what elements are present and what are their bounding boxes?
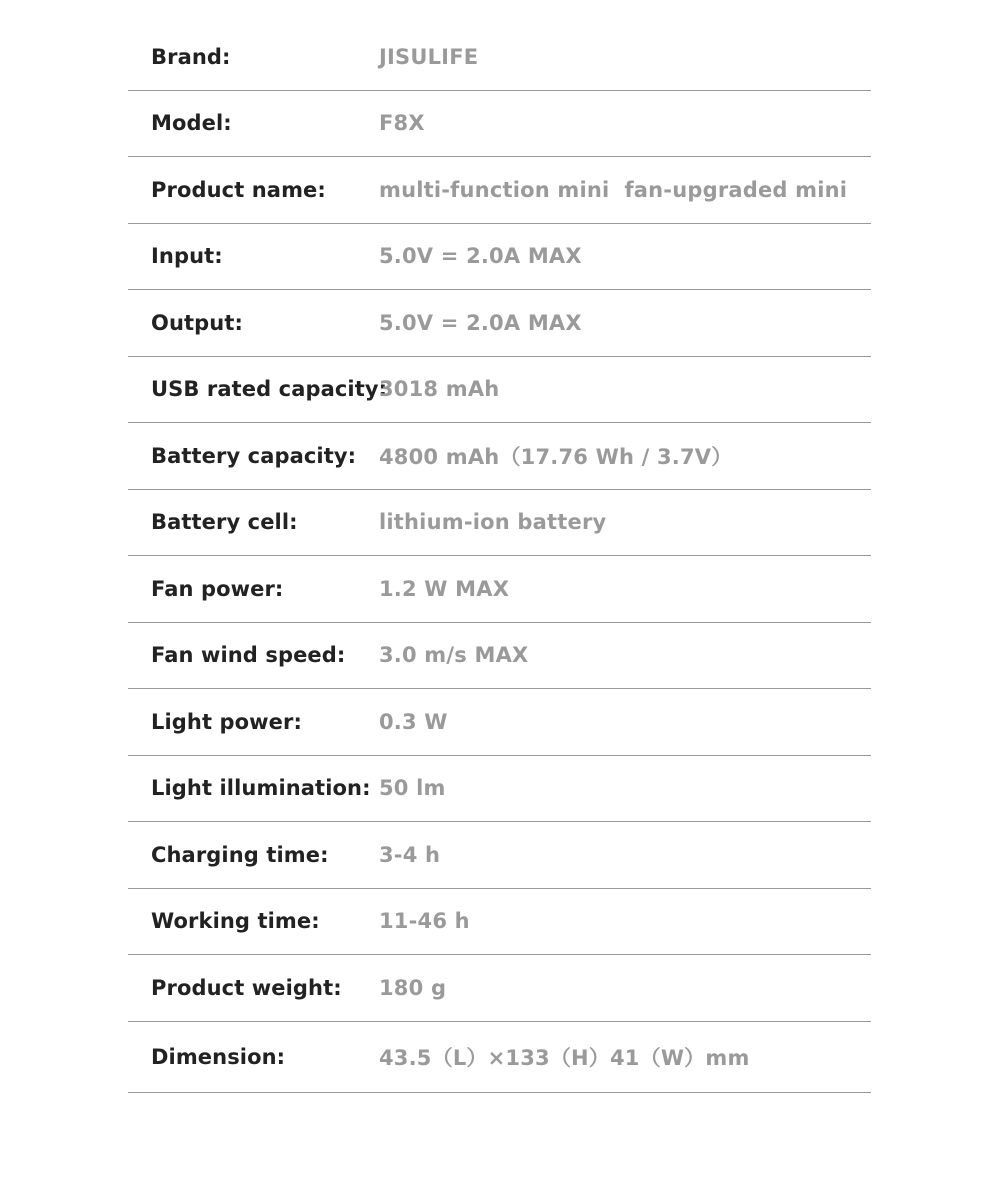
spec-value: 5.0V = 2.0A MAX: [379, 244, 582, 269]
spec-row-input: [128, 224, 871, 291]
spec-row-usb-rated-capacity: [128, 357, 871, 424]
spec-table: [128, 24, 871, 1093]
spec-value: 0.3 W: [379, 709, 448, 734]
spec-row-brand: [128, 24, 871, 91]
spec-label: Fan wind speed:: [151, 643, 346, 668]
spec-row-battery-cell: [128, 490, 871, 557]
spec-label: Battery capacity:: [151, 443, 357, 468]
spec-label: Dimension:: [151, 1044, 286, 1069]
spec-row-dimension: [128, 1022, 871, 1093]
spec-value: 50 lm: [379, 776, 446, 801]
spec-row-working-time: [128, 889, 871, 956]
spec-value: 5.0V = 2.0A MAX: [379, 310, 582, 335]
spec-value: 43.5（L）×133（H）41（W）mm: [379, 1045, 750, 1070]
spec-value: 3018 mAh: [379, 377, 500, 402]
spec-row-product-name: [128, 157, 871, 224]
spec-value: 3.0 m/s MAX: [379, 643, 529, 668]
spec-label: Model:: [151, 111, 232, 136]
spec-label: Brand:: [151, 44, 231, 69]
spec-label: Charging time:: [151, 842, 329, 867]
spec-label: Fan power:: [151, 576, 284, 601]
spec-label: Output:: [151, 310, 243, 335]
spec-value: 180 g: [379, 975, 447, 1000]
spec-value: lithium-ion battery: [379, 510, 607, 535]
spec-value: 11-46 h: [379, 909, 470, 934]
spec-row-model: [128, 91, 871, 158]
spec-label: Input:: [151, 244, 223, 269]
spec-label: USB rated capacity:: [151, 377, 388, 402]
spec-row-light-power: [128, 689, 871, 756]
spec-value: multi-function mini fan-upgraded mini: [379, 177, 848, 202]
spec-label: Working time:: [151, 909, 320, 934]
spec-row-output: [128, 290, 871, 357]
spec-row-light-illumination: [128, 756, 871, 823]
spec-value: 4800 mAh（17.76 Wh / 3.7V）: [379, 444, 733, 469]
spec-label: Light power:: [151, 709, 302, 734]
spec-row-product-weight: [128, 955, 871, 1022]
spec-label: Battery cell:: [151, 510, 298, 535]
spec-value: 3-4 h: [379, 842, 441, 867]
spec-value: F8X: [379, 111, 425, 136]
spec-label: Product weight:: [151, 975, 342, 1000]
spec-row-charging-time: [128, 822, 871, 889]
spec-row-fan-wind-speed: [128, 623, 871, 690]
spec-row-fan-power: [128, 556, 871, 623]
spec-label: Light illumination:: [151, 776, 371, 801]
spec-value: 1.2 W MAX: [379, 576, 510, 601]
spec-label: Product name:: [151, 177, 326, 202]
spec-row-battery-capacity: [128, 423, 871, 490]
spec-value: JISULIFE: [379, 44, 479, 69]
